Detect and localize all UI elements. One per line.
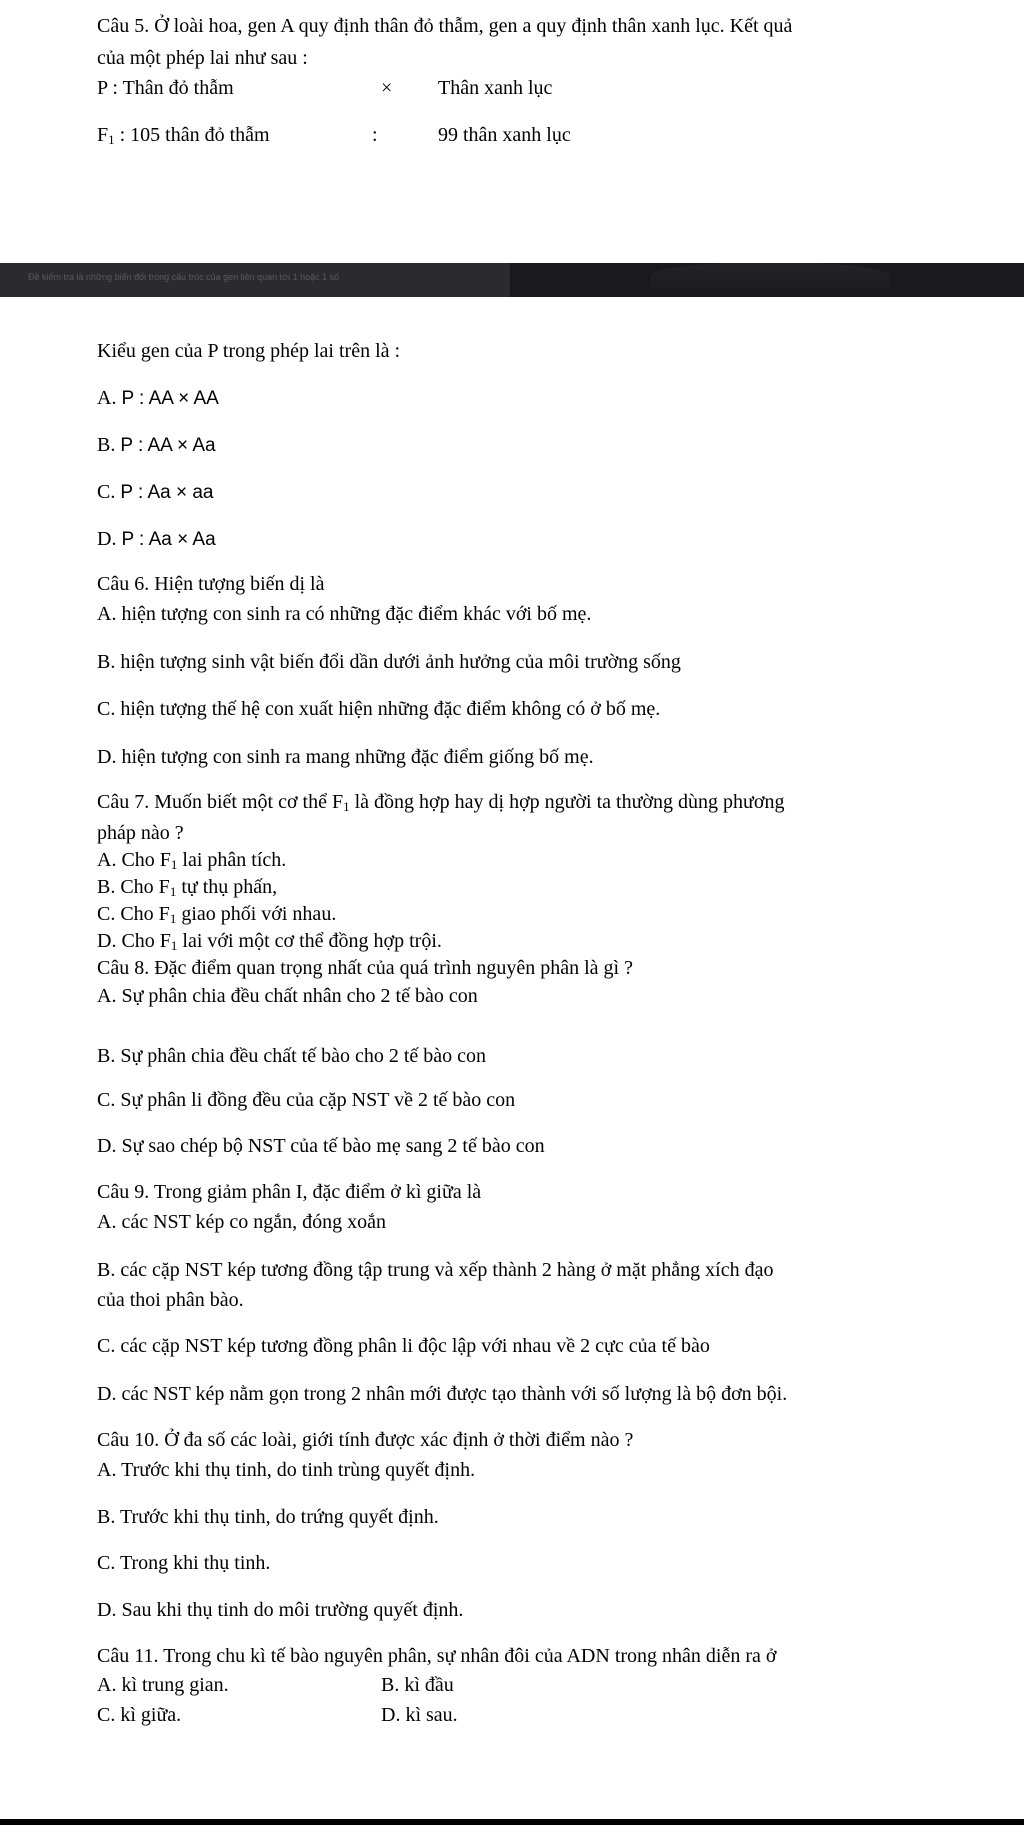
q7-a-post: lai phân tích. [177,849,287,871]
q5-p-left: P : Thân đỏ thẫm [97,77,234,99]
q11-option-d: D. kì sau. [381,1704,458,1726]
q10-title: Câu 10. Ở đa số các loài, giới tính được xác định ở thời điểm nào ? [97,1429,634,1451]
q7-title-line-1 [97,790,784,814]
q10-option-d: D. Sau khi thụ tinh do môi trường quyết định. [97,1599,464,1621]
q7-c-pre: C. Cho F [97,903,170,925]
q11-title: Câu 11. Trong chu kì tế bào nguyên phân, sự nhân đôi của ADN trong nhân diễn ra ở [97,1645,777,1667]
f1-left-value: : 105 thân đỏ thẫm [119,124,270,146]
q9-title: Câu 9. Trong giảm phân I, đặc điểm ở kì giữa là [97,1181,482,1203]
option-text: P : Aa × Aa [121,529,216,550]
q5-f1-left [97,123,270,147]
q11-option-a: A. kì trung gian. [97,1674,229,1696]
q5-stem-line-1: Câu 5. Ở loài hoa, gen A quy định thân đỏ thẫm, gen a quy định thân xanh lục. Kết quả [97,15,793,37]
q5-p-right: Thân xanh lục [438,77,553,99]
q7-option-d [97,929,442,953]
q10-option-a: A. Trước khi thụ tinh, do tinh trùng quyết định. [97,1459,476,1481]
q9-option-c: C. các cặp NST kép tương đồng phân li độc lập với nhau về 2 cực của tế bào [97,1335,710,1357]
q5-f1-right: 99 thân xanh lục [438,124,571,146]
q11-option-b: B. kì đầu [381,1674,454,1696]
q5-f1-sep: : [372,124,378,146]
q6-title: Câu 6. Hiện tượng biến dị là [97,573,325,595]
q8-option-a: A. Sự phân chia đều chất nhân cho 2 tế bào con [97,985,478,1007]
q8-option-b: B. Sự phân chia đều chất tế bào cho 2 tế bào con [97,1045,487,1067]
q9-option-b-line-1: B. các cặp NST kép tương đồng tập trung và xếp thành 2 hàng ở mặt phẳng xích đạo [97,1259,774,1281]
q7-c-sub: 1 [169,911,177,926]
q6-option-b: B. hiện tượng sinh vật biến đổi dần dưới ảnh hưởng của môi trường sống [97,651,681,673]
f1-sub: 1 [108,132,115,147]
q7-option-b [97,875,277,899]
option-letter: A. [97,387,117,409]
option-text: P : AA × Aa [120,435,216,456]
q5-option-b [97,433,216,458]
q7-d-pre: D. Cho F [97,930,171,952]
q7-a-pre: A. Cho F [97,849,171,871]
option-letter: D. [97,528,117,550]
option-letter: C. [97,481,116,503]
q7-a-sub: 1 [170,857,178,872]
q7-option-c [97,902,336,926]
q6-option-d: D. hiện tượng con sinh ra mang những đặc điểm giống bố mẹ. [97,746,594,768]
q9-option-a: A. các NST kép co ngắn, đóng xoắn [97,1211,387,1233]
q7-b-post: tự thụ phấn, [176,876,278,898]
q8-option-c: C. Sự phân li đồng đều của cặp NST về 2 tế bào con [97,1089,516,1111]
q7-c-post: giao phối với nhau. [176,903,337,925]
band-faint-text: Đề kiểm tra là những biến đổi trong cấu trúc của gen liên quan tới 1 hoặc 1 số [28,272,340,282]
q7-b-pre: B. Cho F [97,876,170,898]
q7-title-sub: 1 [343,799,350,814]
q7-b-sub: 1 [169,884,177,899]
q5-stem-line-2: của một phép lai như sau : [97,47,308,69]
q6-option-c: C. hiện tượng thế hệ con xuất hiện những đặc điểm không có ở bố mẹ. [97,698,661,720]
q5-p-cross: × [381,77,393,99]
f1-label: F [97,124,109,146]
q7-title-post: là đồng hợp hay dị hợp người ta thường dùng phương [349,791,785,813]
q8-title: Câu 8. Đặc điểm quan trọng nhất của quá trình nguyên phân là gì ? [97,957,633,979]
q5-option-c [97,480,214,505]
q9-option-b-line-2: của thoi phân bào. [97,1289,244,1311]
q6-option-a: A. hiện tượng con sinh ra có những đặc điểm khác với bố mẹ. [97,603,592,625]
q7-option-a [97,848,286,872]
q7-d-sub: 1 [170,938,178,953]
q5-question: Kiểu gen của P trong phép lai trên là : [97,340,401,362]
q11-option-c: C. kì giữa. [97,1704,182,1726]
bottom-edge-line [0,1819,1024,1825]
q9-option-d: D. các NST kép nằm gọn trong 2 nhân mới được tạo thành với số lượng là bộ đơn bội. [97,1383,788,1405]
q10-option-c: C. Trong khi thụ tinh. [97,1552,271,1574]
q5-option-d [97,527,216,552]
band-shape [650,263,890,297]
option-text: P : AA × AA [121,388,219,409]
q7-d-post: lai với một cơ thể đồng hợp trội. [177,930,442,952]
q10-option-b: B. Trước khi thụ tinh, do trứng quyết định. [97,1506,439,1528]
image-band [0,263,1024,297]
q7-title-line-2: pháp nào ? [97,822,184,844]
option-letter: B. [97,434,116,456]
q8-option-d: D. Sự sao chép bộ NST của tế bào mẹ sang 2 tế bào con [97,1135,545,1157]
q7-title-pre: Câu 7. Muốn biết một cơ thể F [97,791,344,813]
option-text: P : Aa × aa [120,482,214,503]
q5-option-a [97,386,219,411]
